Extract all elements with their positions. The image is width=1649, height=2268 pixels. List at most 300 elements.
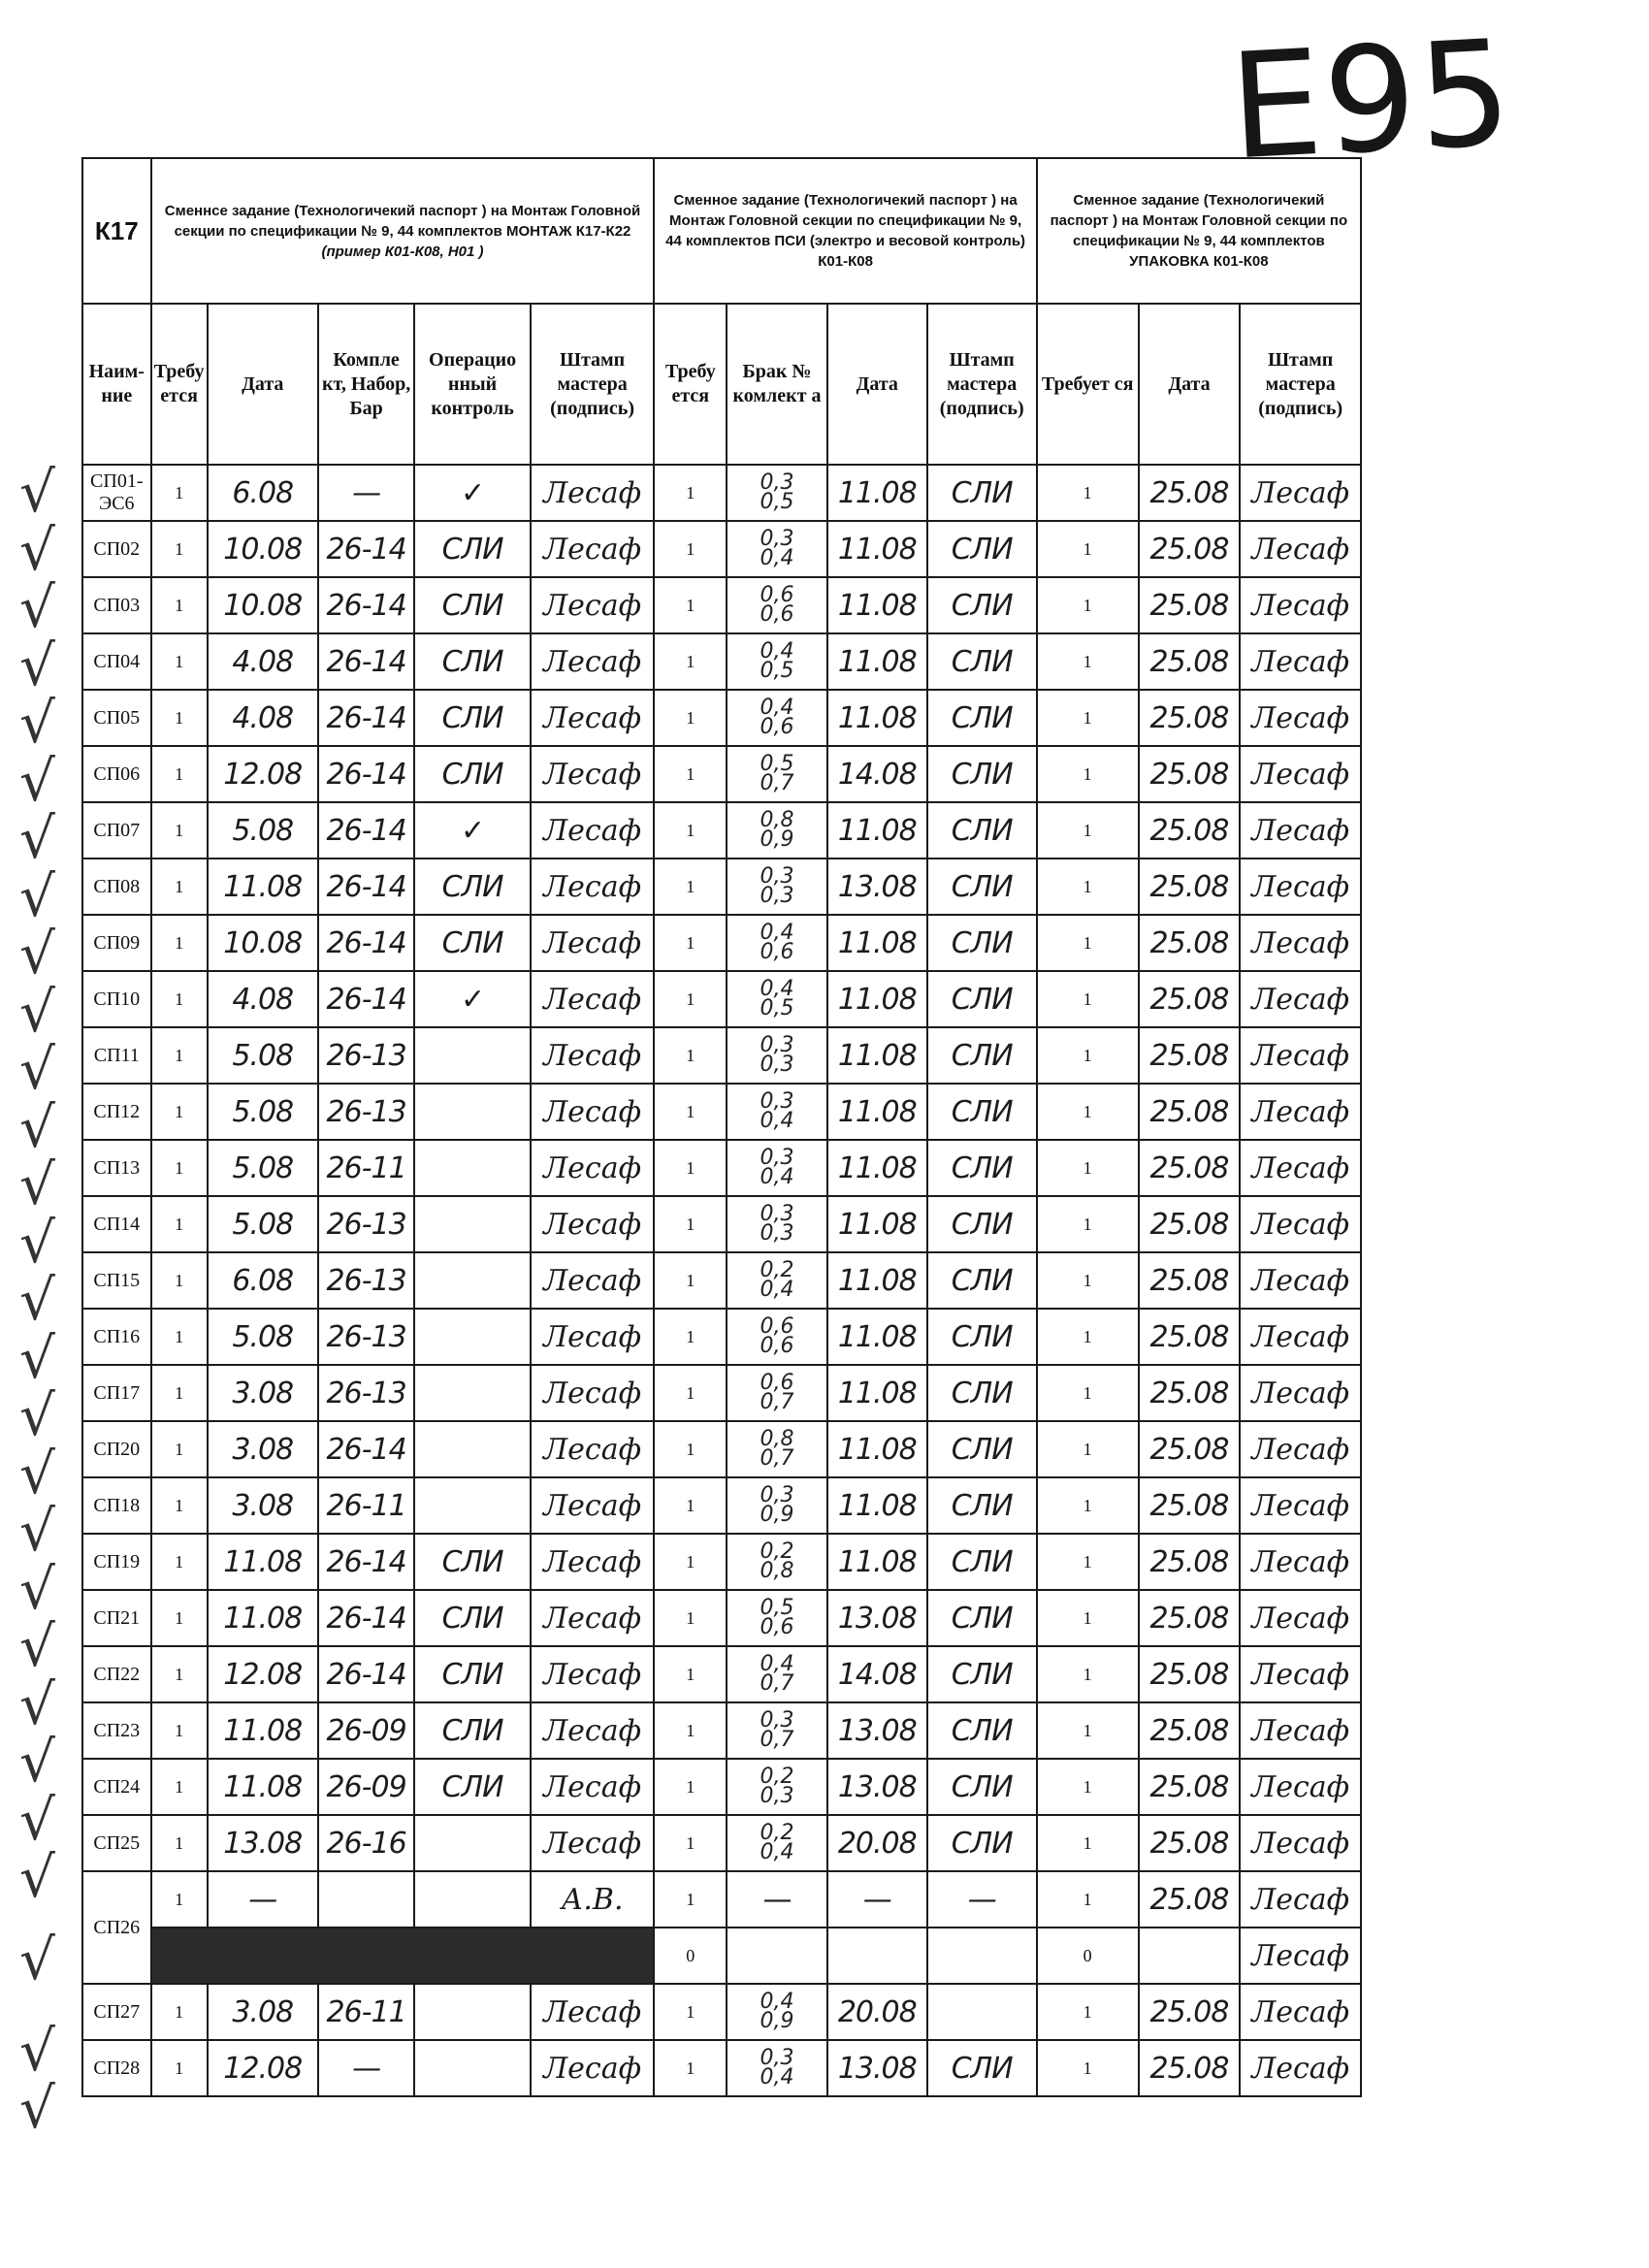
item-name: СП27 [93, 2000, 141, 2023]
kit-number-cell [318, 1646, 415, 1702]
item-name: СП21 [93, 1606, 141, 1629]
packing-required-qty-cell [1037, 577, 1139, 633]
packing-required-qty-cell [1037, 859, 1139, 915]
required-qty-cell [151, 802, 208, 859]
psi-date-cell [827, 1590, 927, 1646]
assembly-date: 6.08 [232, 1263, 294, 1298]
assembly-date: 12.08 [223, 2051, 303, 2086]
item-name-cell [82, 1252, 151, 1309]
psi-stamp-cell [927, 577, 1037, 633]
required-qty: 1 [175, 1045, 184, 1065]
packing-signature: Лесаф [1251, 869, 1350, 904]
check-mark: √ [19, 2075, 55, 2141]
psi-stamp: СЛИ [951, 532, 1013, 567]
assembly-date-cell [208, 521, 318, 577]
packing-date: 25.08 [1149, 1432, 1229, 1467]
packing-required-qty-cell [1037, 690, 1139, 746]
packing-signature-cell [1240, 1590, 1361, 1646]
defect-cell [727, 1084, 827, 1140]
operational-control-cell [414, 1702, 530, 1759]
psi-stamp-cell [927, 690, 1037, 746]
defect-value: 0,2 [760, 1539, 794, 1564]
assembly-date-cell [208, 915, 318, 971]
column-header: Штамп мастера (подпись) [531, 304, 655, 465]
kit-number-cell [318, 521, 415, 577]
assembly-date-cell [208, 690, 318, 746]
table-row [82, 746, 1361, 802]
assembly-date: 5.08 [232, 1150, 294, 1185]
required-qty-cell [151, 465, 208, 521]
required-qty: 1 [175, 1664, 184, 1684]
defect-value: 0,4 [760, 1839, 794, 1864]
packing-date-cell [1139, 1084, 1241, 1140]
packing-signature: Лесаф [1251, 475, 1350, 510]
packing-required-qty: 1 [1083, 1832, 1092, 1853]
column-header: Дата [827, 304, 927, 465]
operational-control: ✓ [461, 982, 485, 1017]
required-qty: 1 [175, 1776, 184, 1797]
operational-control-cell [414, 2040, 530, 2096]
packing-signature-cell [1240, 971, 1361, 1027]
required-qty-cell [151, 1027, 208, 1084]
packing-required-qty: 1 [1083, 707, 1092, 728]
item-name: СП08 [93, 875, 141, 897]
master-signature: Лесаф [543, 1601, 642, 1636]
defect-values [760, 1820, 794, 1864]
assembly-date: 10.08 [223, 532, 303, 567]
operational-control-cell [414, 465, 530, 521]
master-signature-cell [531, 1871, 655, 1928]
defect-value: 0,8 [760, 807, 794, 832]
item-name: СП05 [93, 706, 141, 729]
required-qty: 1 [175, 538, 184, 559]
kit-number: 26-14 [326, 869, 406, 904]
psi-required-qty: 1 [686, 763, 695, 784]
packing-date-cell [1139, 1365, 1241, 1421]
defect-values [760, 1764, 794, 1808]
packing-date-cell [1139, 1702, 1241, 1759]
master-signature-cell [531, 802, 655, 859]
master-signature-cell [531, 1759, 655, 1815]
required-qty-cell [151, 1759, 208, 1815]
item-name: СП07 [93, 819, 141, 841]
psi-date-cell [827, 1421, 927, 1477]
psi-date-cell [827, 1815, 927, 1871]
packing-date: 25.08 [1149, 1713, 1229, 1748]
packing-date: 25.08 [1149, 1769, 1229, 1804]
kit-number-cell [318, 1759, 415, 1815]
psi-stamp-cell [927, 1421, 1037, 1477]
defect-cell [727, 1702, 827, 1759]
kit-number: 26-14 [326, 757, 406, 792]
packing-date-cell [1139, 1309, 1241, 1365]
operational-control-cell [414, 1084, 530, 1140]
defect-value: 0,6 [760, 1370, 794, 1395]
packing-signature: Лесаф [1251, 1769, 1350, 1804]
assembly-date-cell [208, 1534, 318, 1590]
psi-required-qty: 1 [686, 1214, 695, 1234]
kit-number: 26-14 [326, 1544, 406, 1579]
required-qty: 1 [175, 2001, 184, 2022]
packing-date-cell [1139, 1984, 1241, 2040]
psi-date: 11.08 [837, 1263, 917, 1298]
defect-cell [727, 577, 827, 633]
packing-date: 25.08 [1149, 813, 1229, 848]
kit-number: 26-11 [326, 1994, 406, 2029]
operational-control: СЛИ [441, 1713, 503, 1748]
defect-value: 0,4 [760, 1164, 794, 1189]
item-name: СП12 [93, 1100, 141, 1122]
assembly-date-cell [208, 859, 318, 915]
operational-control: СЛИ [441, 1657, 503, 1692]
corner-code: E95 [1225, 9, 1518, 193]
psi-required-qty-cell [654, 1928, 727, 1984]
master-signature: Лесаф [543, 1150, 642, 1185]
packing-date: 25.08 [1149, 1263, 1229, 1298]
assembly-date-cell [208, 1084, 318, 1140]
column-header: Требует ся [1037, 304, 1139, 465]
packing-signature-cell [1240, 1252, 1361, 1309]
item-name: СП03 [93, 594, 141, 616]
packing-date: 25.08 [1149, 1150, 1229, 1185]
psi-date: 11.08 [837, 700, 917, 735]
section-code: К17 [82, 158, 151, 304]
section-title-packing: Сменное задание (Технологичекий паспорт ) на Монтаж Головной секции по спецификации № 9, 44 комплектов УПАКОВКА К01-К08 [1037, 158, 1361, 304]
psi-stamp: СЛИ [951, 1826, 1013, 1861]
item-name: СП17 [93, 1381, 141, 1404]
packing-signature-cell [1240, 1815, 1361, 1871]
master-signature: Лесаф [543, 1094, 642, 1129]
defect-value: 0,7 [760, 1670, 794, 1696]
psi-date: 11.08 [837, 1207, 917, 1242]
psi-date-cell [827, 1984, 927, 2040]
defect-value: 0,5 [760, 751, 794, 776]
psi-required-qty-cell [654, 1140, 727, 1196]
psi-stamp-cell [927, 521, 1037, 577]
master-signature-cell [531, 577, 655, 633]
psi-date: 14.08 [837, 757, 917, 792]
defect-cell [727, 1196, 827, 1252]
check-mark: √ [19, 690, 55, 756]
defect-values [760, 1313, 794, 1358]
required-qty: 1 [175, 1720, 184, 1740]
psi-date: 11.08 [837, 1488, 917, 1523]
required-qty-cell [151, 2040, 208, 2096]
packing-required-qty: 1 [1083, 1551, 1092, 1571]
assembly-date-cell [208, 465, 318, 521]
psi-stamp: СЛИ [951, 644, 1013, 679]
table-row [82, 859, 1361, 915]
packing-required-qty-cell [1037, 1421, 1139, 1477]
assembly-date-cell [208, 1815, 318, 1871]
packing-required-qty-cell [1037, 1027, 1139, 1084]
defect-value: 0,6 [760, 1614, 794, 1639]
column-header: Требу ется [151, 304, 208, 465]
column-header: Дата [1139, 304, 1241, 465]
kit-number-cell [318, 633, 415, 690]
item-name-cell [82, 465, 151, 521]
defect-cell [727, 690, 827, 746]
psi-required-qty-cell [654, 1759, 727, 1815]
defect-value: 0,3 [760, 470, 794, 495]
psi-date-cell [827, 1646, 927, 1702]
defect-value: 0,3 [760, 1482, 794, 1507]
defect-value: 0,3 [760, 1201, 794, 1226]
psi-stamp-cell [927, 1196, 1037, 1252]
psi-required-qty-cell [654, 1702, 727, 1759]
required-qty: 1 [175, 1101, 184, 1121]
packing-required-qty: 1 [1083, 1214, 1092, 1234]
defect-value: 0,7 [760, 1727, 794, 1752]
packing-signature: Лесаф [1251, 1038, 1350, 1073]
packing-date-cell [1139, 1252, 1241, 1309]
item-name-cell [82, 746, 151, 802]
packing-signature-cell [1240, 1534, 1361, 1590]
column-header: Операцио нный контроль [414, 304, 530, 465]
psi-required-qty-cell [654, 1815, 727, 1871]
packing-required-qty: 1 [1083, 932, 1092, 953]
packing-required-qty: 1 [1083, 1776, 1092, 1797]
kit-number-cell [318, 915, 415, 971]
master-signature-cell [531, 1534, 655, 1590]
defect-value: 0,4 [760, 920, 794, 945]
item-name: СП23 [93, 1719, 141, 1741]
defect-cell [727, 1590, 827, 1646]
defect-value: 0,3 [760, 2045, 794, 2070]
required-qty-cell [151, 577, 208, 633]
defect-cell [727, 1928, 827, 1984]
psi-required-qty: 1 [686, 538, 695, 559]
defect-value: 0,4 [760, 638, 794, 664]
assembly-date-cell [208, 1365, 318, 1421]
assembly-date: 5.08 [232, 1207, 294, 1242]
table-row [82, 1196, 1361, 1252]
operational-control: СЛИ [441, 1544, 503, 1579]
operational-control-cell [414, 1590, 530, 1646]
packing-required-qty-cell [1037, 1309, 1139, 1365]
required-qty-cell [151, 1365, 208, 1421]
defect-values [760, 526, 794, 570]
item-name-cell [82, 1027, 151, 1084]
master-signature-cell [531, 690, 655, 746]
packing-required-qty-cell [1037, 802, 1139, 859]
packing-date-cell [1139, 1928, 1241, 1984]
assembly-date-cell [208, 1984, 318, 2040]
assembly-date: 5.08 [232, 1094, 294, 1129]
packing-date-cell [1139, 1815, 1241, 1871]
defect-values [760, 976, 794, 1021]
operational-control-cell [414, 1365, 530, 1421]
psi-stamp: СЛИ [951, 1263, 1013, 1298]
defect-value: 0,5 [760, 658, 794, 683]
psi-stamp: СЛИ [951, 588, 1013, 623]
packing-date-cell [1139, 1534, 1241, 1590]
packing-signature-cell [1240, 915, 1361, 971]
defect-values [760, 1989, 794, 2033]
kit-number-cell [318, 1309, 415, 1365]
psi-required-qty: 1 [686, 932, 695, 953]
packing-signature-cell [1240, 746, 1361, 802]
psi-date: 20.08 [837, 1994, 917, 2029]
defect-values [760, 807, 794, 852]
required-qty: 1 [175, 1270, 184, 1290]
packing-date-cell [1139, 971, 1241, 1027]
psi-date: 13.08 [837, 869, 917, 904]
packing-date-cell [1139, 633, 1241, 690]
operational-control-cell [414, 1646, 530, 1702]
packing-date: 25.08 [1149, 2051, 1229, 2086]
defect-values [760, 1539, 794, 1583]
kit-number-cell [318, 2040, 415, 2096]
master-signature: Лесаф [543, 925, 642, 960]
master-signature: Лесаф [543, 1376, 642, 1410]
psi-date-cell [827, 2040, 927, 2096]
packing-required-qty-cell [1037, 1252, 1139, 1309]
kit-number-cell [318, 859, 415, 915]
assembly-date: 3.08 [232, 1376, 294, 1410]
defect-value: 0,8 [760, 1426, 794, 1451]
kit-number: 26-14 [326, 813, 406, 848]
operational-control-cell [414, 1759, 530, 1815]
psi-required-qty-cell [654, 577, 727, 633]
defect-value: 0,4 [760, 695, 794, 720]
master-signature: Лесаф [543, 1769, 642, 1804]
packing-required-qty-cell [1037, 971, 1139, 1027]
psi-stamp: СЛИ [951, 1601, 1013, 1636]
table-row [82, 1252, 1361, 1309]
item-name: СП19 [93, 1550, 141, 1572]
check-mark: √ [19, 574, 55, 640]
psi-date: 13.08 [837, 1713, 917, 1748]
psi-required-qty: 1 [686, 1439, 695, 1459]
item-name: СП14 [93, 1213, 141, 1235]
assembly-date-cell [208, 1590, 318, 1646]
item-name-cell [82, 1365, 151, 1421]
kit-number: 26-13 [326, 1376, 406, 1410]
psi-date: 13.08 [837, 1769, 917, 1804]
assembly-date-cell [208, 1027, 318, 1084]
psi-date: — [862, 1882, 891, 1917]
kit-number-cell [318, 1534, 415, 1590]
defect-dash-cell [727, 1871, 827, 1928]
psi-stamp: СЛИ [951, 1544, 1013, 1579]
defect-value: 0,6 [760, 939, 794, 964]
defect-value: 0,4 [760, 1277, 794, 1302]
defect-value: 0,8 [760, 1558, 794, 1583]
table-row [82, 1534, 1361, 1590]
required-qty: 1 [175, 651, 184, 671]
packing-date: 25.08 [1149, 1826, 1229, 1861]
master-signature: Лесаф [543, 813, 642, 848]
packing-required-qty-cell [1037, 1871, 1139, 1928]
defect-value: 0,5 [760, 489, 794, 514]
item-name-cell [82, 1196, 151, 1252]
defect-value: 0,3 [760, 863, 794, 889]
operational-control: СЛИ [441, 532, 503, 567]
required-qty-cell [151, 746, 208, 802]
psi-required-qty: 1 [686, 820, 695, 840]
psi-required-qty-cell [654, 2040, 727, 2096]
check-mark: √ [19, 1844, 55, 1910]
psi-required-qty-cell [654, 1590, 727, 1646]
packing-required-qty: 1 [1083, 1326, 1092, 1346]
psi-stamp-cell [927, 1928, 1037, 1984]
master-signature-cell [531, 2040, 655, 2096]
psi-required-qty: 1 [686, 1607, 695, 1628]
item-name: СП09 [93, 931, 141, 954]
packing-date: 25.08 [1149, 700, 1229, 735]
defect-values [760, 1426, 794, 1471]
psi-date-cell [827, 1252, 927, 1309]
packing-required-qty: 0 [1083, 1945, 1092, 1965]
kit-number-cell [318, 690, 415, 746]
psi-required-qty: 1 [686, 482, 695, 502]
packing-required-qty-cell [1037, 1646, 1139, 1702]
defect-cell [727, 802, 827, 859]
psi-required-qty-cell [654, 1984, 727, 2040]
packing-signature-cell [1240, 1928, 1361, 1984]
psi-stamp-cell [927, 1027, 1037, 1084]
defect-values [760, 1145, 794, 1189]
operational-control: СЛИ [441, 644, 503, 679]
kit-number-cell [318, 1421, 415, 1477]
item-name: СП24 [93, 1775, 141, 1798]
required-qty: 1 [175, 1607, 184, 1628]
master-signature-cell [531, 1477, 655, 1534]
defect-value: 0,9 [760, 1502, 794, 1527]
psi-stamp: СЛИ [951, 1432, 1013, 1467]
packing-date: 25.08 [1149, 588, 1229, 623]
item-name: СП01-ЭС6 [90, 470, 144, 514]
assembly-date: 4.08 [232, 982, 294, 1017]
psi-stamp-cell [927, 1309, 1037, 1365]
psi-stamp-cell [927, 465, 1037, 521]
operational-control-cell [414, 1984, 530, 2040]
required-qty-cell [151, 1534, 208, 1590]
psi-date-cell [827, 1140, 927, 1196]
item-name-cell [82, 1084, 151, 1140]
packing-signature-cell [1240, 1871, 1361, 1928]
operational-control-cell [414, 521, 530, 577]
psi-required-qty: 1 [686, 707, 695, 728]
column-header: Штамп мастера (подпись) [1240, 304, 1361, 465]
packing-required-qty-cell [1037, 1702, 1139, 1759]
defect-value: 0,6 [760, 601, 794, 627]
table-row [82, 1590, 1361, 1646]
master-signature-cell [531, 1815, 655, 1871]
defect-cell [727, 1309, 827, 1365]
required-qty: 1 [175, 482, 184, 502]
packing-signature: Лесаф [1251, 1488, 1350, 1523]
assembly-date: 3.08 [232, 1488, 294, 1523]
psi-date: 20.08 [837, 1826, 917, 1861]
required-qty: 1 [175, 1382, 184, 1403]
table-row [82, 1027, 1361, 1084]
master-signature-cell [531, 1196, 655, 1252]
defect-value: 0,7 [760, 1389, 794, 1414]
required-qty: 1 [175, 1889, 184, 1909]
assembly-date-cell [208, 1702, 318, 1759]
assembly-date: 4.08 [232, 644, 294, 679]
defect-cell [727, 1140, 827, 1196]
packing-date-cell [1139, 465, 1241, 521]
kit-number-cell [318, 465, 415, 521]
defect-value: 0,6 [760, 1333, 794, 1358]
defect-cell [727, 521, 827, 577]
master-signature: Лесаф [543, 1432, 642, 1467]
item-name-cell [82, 802, 151, 859]
check-mark: √ [19, 978, 55, 1045]
